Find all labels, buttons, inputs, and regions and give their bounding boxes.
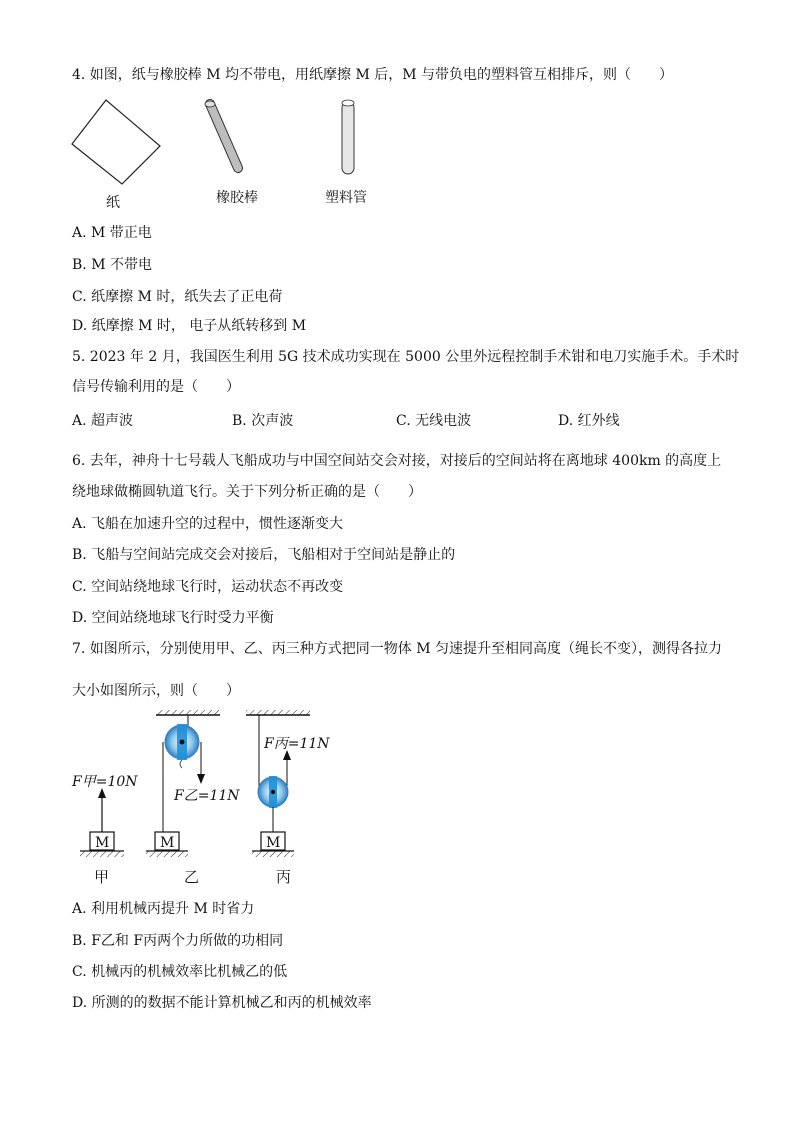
q4-option-c: C. 纸摩擦 M 时，纸失去了正电荷 bbox=[72, 289, 283, 305]
q7-option-c: C. 机械丙的机械效率比机械乙的低 bbox=[72, 964, 288, 980]
rod-label: 橡胶棒 bbox=[216, 190, 258, 206]
force-bing-label: F丙=11N bbox=[264, 736, 330, 752]
q7-option-b: B. F乙和 F丙两个力所做的功相同 bbox=[72, 933, 284, 949]
q6-option-d: D. 空间站绕地球飞行时受力平衡 bbox=[72, 610, 274, 626]
q6-stem-line2: 绕地球做椭圆轨道飞行。关于下列分析正确的是（ ） bbox=[72, 484, 422, 500]
q7-option-a: A. 利用机械丙提升 M 时省力 bbox=[72, 901, 255, 917]
q7-stem-line1: 7. 如图所示，分别使用甲、乙、丙三种方式把同一物体 M 匀速提升至相同高度（绳长不变），测得各拉力 bbox=[72, 641, 723, 657]
q5-option-d: D. 红外线 bbox=[558, 413, 620, 429]
setup-jia bbox=[71, 774, 138, 886]
paper-label: 纸 bbox=[106, 195, 120, 211]
q5-option-b: B. 次声波 bbox=[232, 413, 294, 429]
svg-text:M: M bbox=[160, 835, 175, 851]
q6-option-b: B. 飞船与空间站完成交会对接后，飞船相对于空间站是静止的 bbox=[72, 547, 456, 563]
q7-option-d: D. 所测的的数据不能计算机械乙和丙的机械效率 bbox=[72, 995, 372, 1011]
q4-stem: 4. 如图，纸与橡胶棒 M 均不带电，用纸摩擦 M 后，M 与带负电的塑料管互相排斥，则（ ） bbox=[72, 67, 674, 83]
q5-option-a: A. 超声波 bbox=[72, 413, 134, 429]
force-jia-label: F甲=10N bbox=[72, 774, 138, 790]
setup-bing bbox=[246, 710, 330, 886]
label-yi: 乙 bbox=[184, 868, 200, 886]
setup-yi bbox=[146, 710, 240, 886]
q5-stem-line1: 5. 2023 年 2 月，我国医生利用 5G 技术成功实现在 5000 公里外远程控制手术钳和电刀实施手术。手术时 bbox=[72, 349, 740, 365]
q4-option-a: A. M 带正电 bbox=[72, 225, 152, 241]
q4-figure bbox=[66, 92, 386, 212]
q4-option-b: B. M 不带电 bbox=[72, 257, 152, 273]
rubber-rod bbox=[205, 101, 238, 168]
plastic-tube bbox=[342, 100, 354, 174]
svg-text:M: M bbox=[95, 835, 110, 851]
q5-option-c: C. 无线电波 bbox=[396, 413, 472, 429]
q6-option-a: A. 飞船在加速升空的过程中，惯性逐渐变大 bbox=[72, 516, 344, 532]
tube-label: 塑料管 bbox=[325, 190, 367, 206]
q6-option-c: C. 空间站绕地球飞行时，运动状态不再改变 bbox=[72, 579, 344, 595]
q6-stem-line1: 6. 去年，神舟十七号载人飞船成功与中国空间站交会对接，对接后的空间站将在离地球 400km 的高度上 bbox=[72, 453, 722, 469]
q4-option-d: D. 纸摩擦 M 时， 电子从纸转移到 M bbox=[72, 318, 307, 334]
label-bing: 丙 bbox=[276, 868, 292, 886]
q5-stem-line2: 信号传输利用的是（ ） bbox=[72, 379, 240, 395]
force-yi-label: F乙=11N bbox=[174, 788, 240, 804]
paper-shape bbox=[72, 100, 160, 184]
label-jia: 甲 bbox=[94, 868, 110, 886]
svg-text:M: M bbox=[266, 835, 281, 851]
q7-figure bbox=[60, 706, 340, 892]
q7-stem-line2: 大小如图所示，则（ ） bbox=[72, 683, 240, 699]
